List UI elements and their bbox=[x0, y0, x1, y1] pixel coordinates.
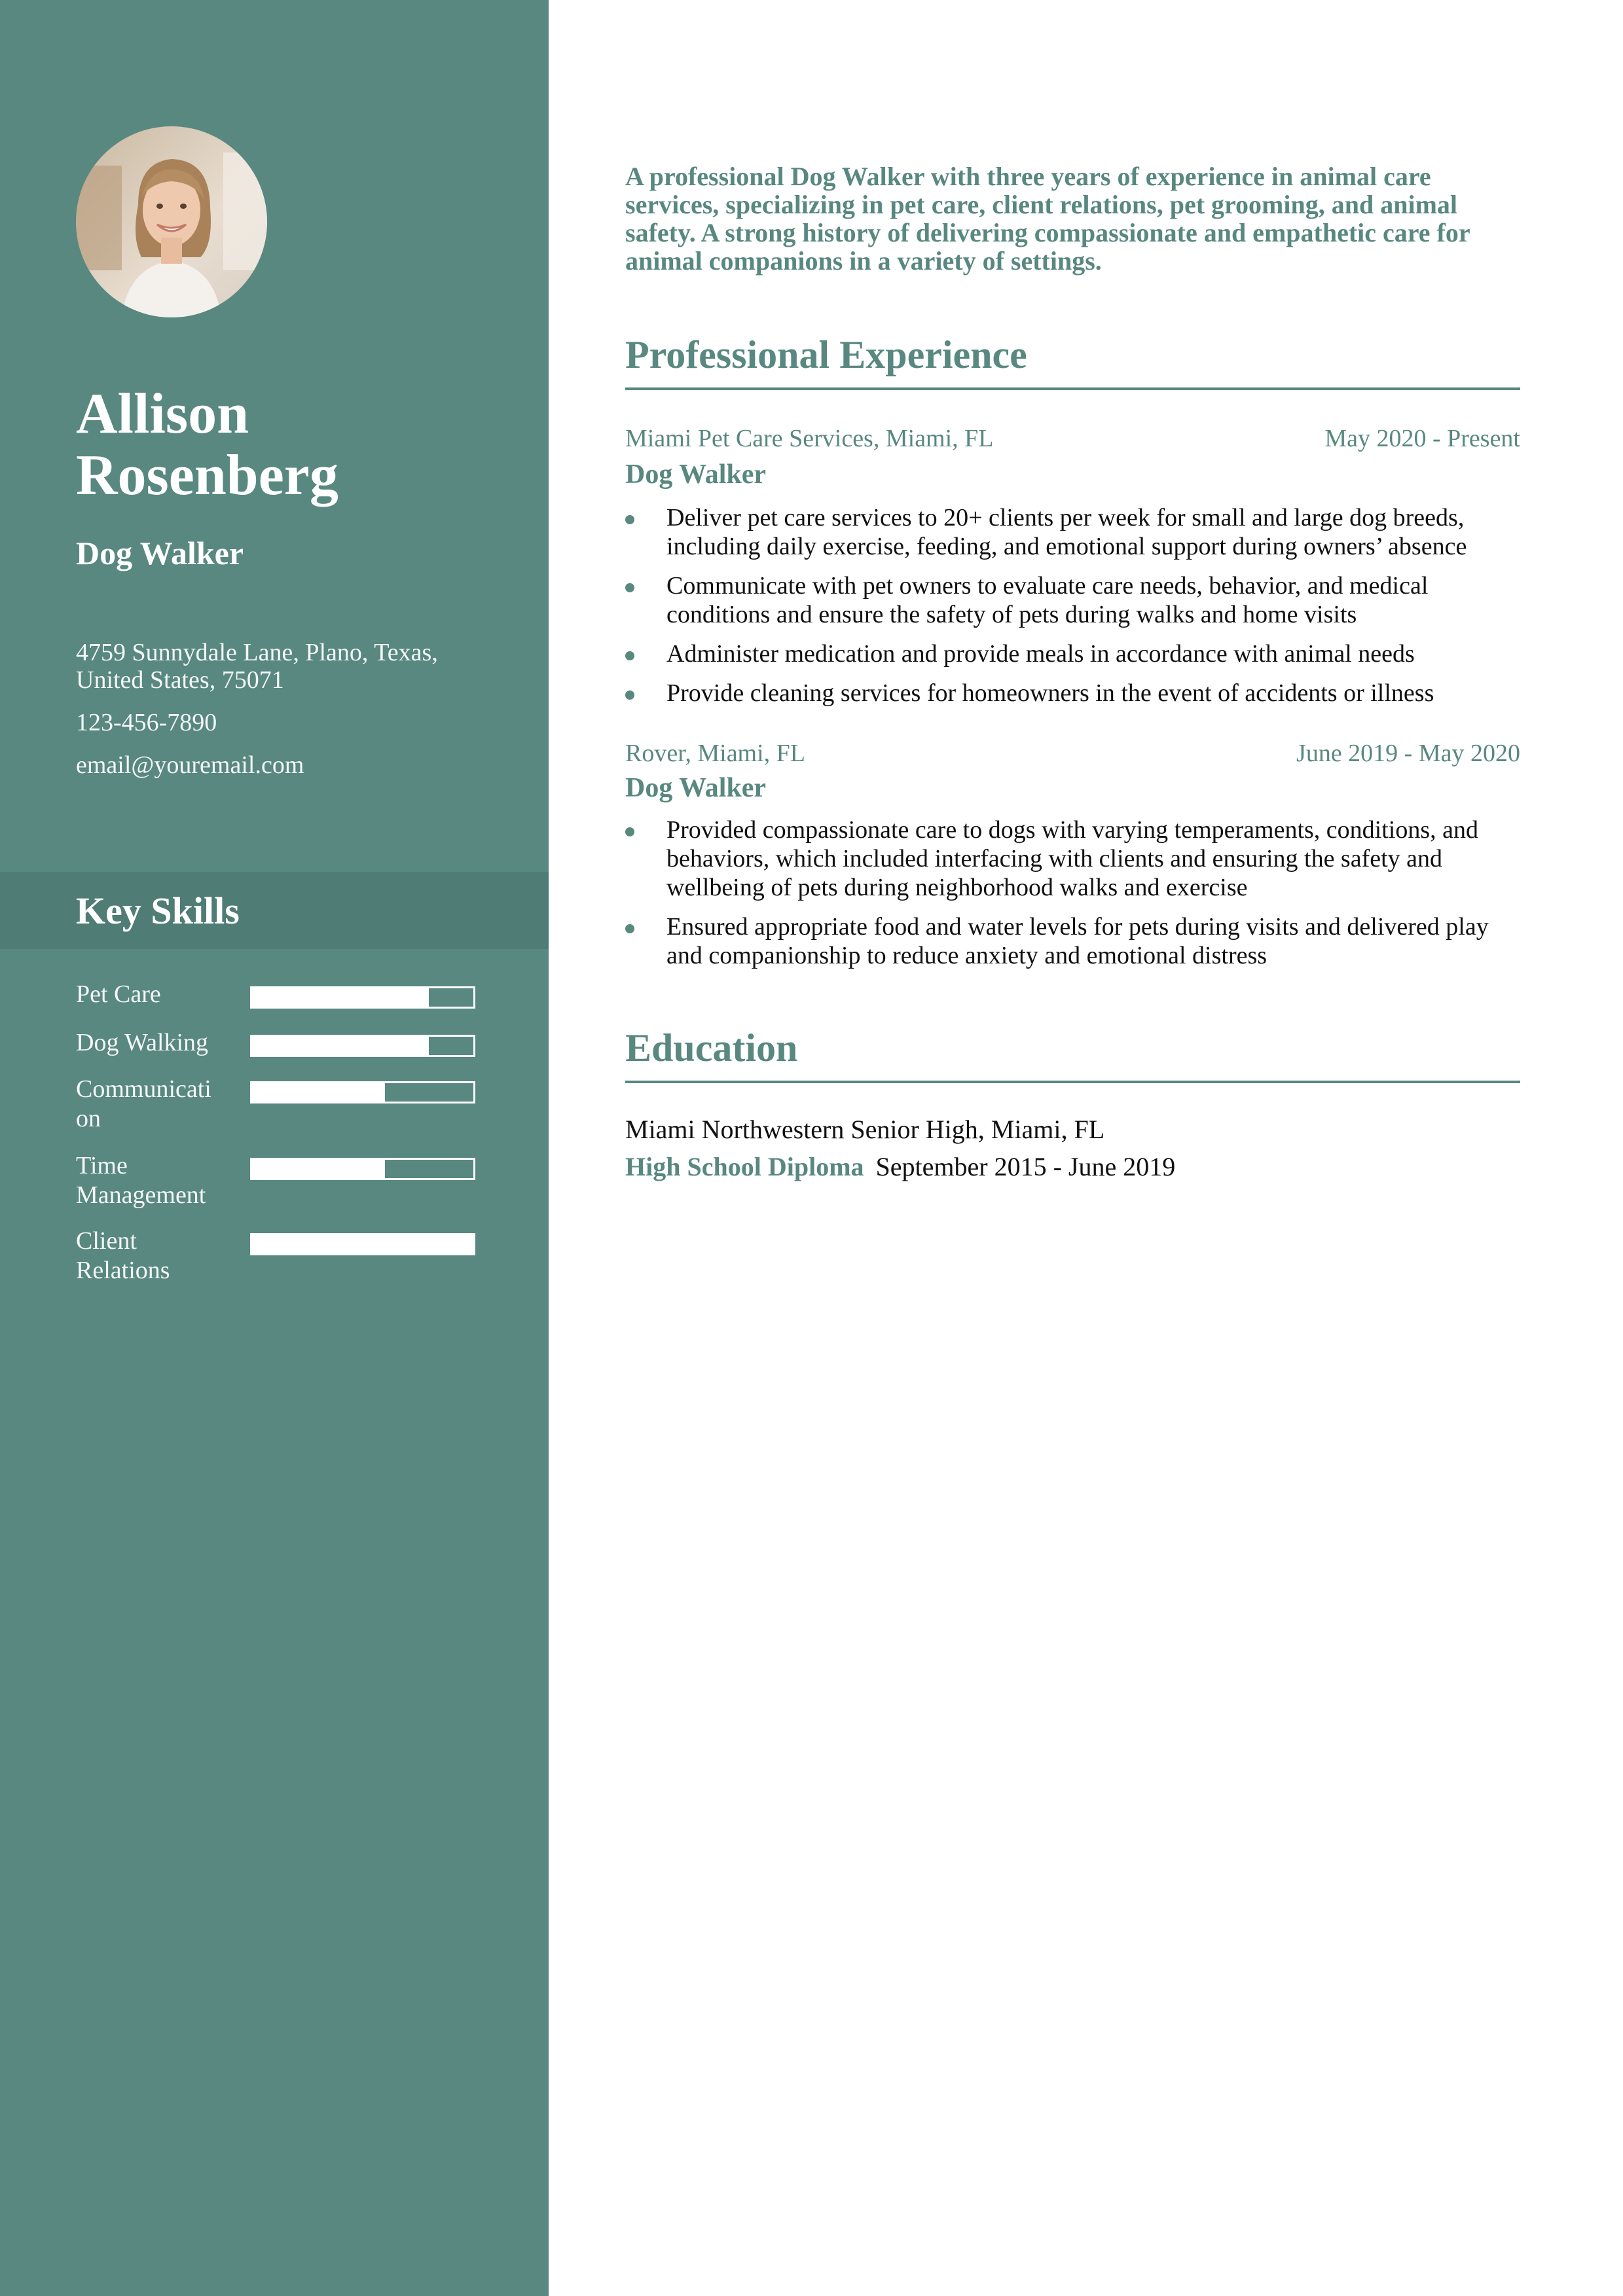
skill-bar bbox=[250, 986, 475, 1009]
education-dates: September 2015 - June 2019 bbox=[875, 1152, 1176, 1181]
job-header bbox=[625, 423, 1520, 454]
skill-label: Dog Walking bbox=[76, 1029, 209, 1056]
candidate-title: Dog Walker bbox=[76, 535, 244, 571]
skill-label: Pet Care bbox=[76, 980, 161, 1008]
contact-phone: 123-456-7890 bbox=[76, 709, 217, 736]
job-company: Rover, Miami, FL bbox=[625, 740, 806, 767]
education-school: Miami Northwestern Senior High, Miami, FL bbox=[625, 1115, 1105, 1144]
skill-bar-fill bbox=[252, 988, 429, 1007]
first-name: Allison bbox=[76, 382, 249, 446]
education-degree: High School Diploma bbox=[625, 1152, 864, 1181]
education-heading: Education bbox=[625, 1022, 1520, 1083]
skill-bar bbox=[250, 1081, 475, 1103]
contact-email: email@youremail.com bbox=[76, 751, 304, 779]
job-bullet: Deliver pet care services to 20+ clients per week for small and large dog breeds, including daily exercise, feeding, and emotional support during owners’ absence bbox=[625, 503, 1520, 561]
education-line bbox=[625, 1151, 1175, 1183]
job-bullet: Ensured appropriate food and water levels for pets during visits and delivered play and companionship to reduce anxiety and emotional distress bbox=[625, 912, 1520, 970]
skill-bar-fill bbox=[252, 1235, 473, 1253]
job-bullets bbox=[625, 816, 1520, 980]
skill-bar bbox=[250, 1233, 475, 1255]
job-dates: May 2020 - Present bbox=[1324, 425, 1520, 452]
skills-heading: Key Skills bbox=[76, 889, 240, 932]
skill-bar-fill bbox=[252, 1160, 385, 1178]
job-header bbox=[625, 738, 1520, 769]
skill-label: Client Relations bbox=[76, 1227, 170, 1284]
job-bullet: Provide cleaning services for homeowners in the event of accidents or illness bbox=[625, 679, 1520, 708]
skill-bar bbox=[250, 1158, 475, 1180]
job-bullet: Administer medication and provide meals in accordance with animal needs bbox=[625, 639, 1520, 668]
job-bullet: Communicate with pet owners to evaluate care needs, behavior, and medical conditions and ensure the safety of pets during walks and home visits bbox=[625, 571, 1520, 629]
job-role: Dog Walker bbox=[625, 773, 767, 803]
skill-bar bbox=[250, 1035, 475, 1057]
job-role: Dog Walker bbox=[625, 459, 767, 490]
profile-photo bbox=[76, 126, 267, 317]
contact-address: 4759 Sunnydale Lane, Plano, Texas, United States, 75071 bbox=[76, 639, 438, 694]
skill-bar-fill bbox=[252, 1083, 385, 1102]
job-dates: June 2019 - May 2020 bbox=[1296, 740, 1520, 767]
last-name: Rosenberg bbox=[76, 444, 338, 507]
skill-label: Time Management bbox=[76, 1152, 206, 1209]
professional-summary: A professional Dog Walker with three years of experience in animal care services, specializing in pet care, client relations, pet grooming, and animal safety. A strong history of delivering compassionate and empathetic care for animal companions in a variety of settings. bbox=[625, 162, 1470, 276]
skill-label: Communication bbox=[76, 1075, 211, 1132]
profile-photo-illustration bbox=[76, 126, 267, 317]
experience-heading: Professional Experience bbox=[625, 329, 1520, 390]
job-bullet: Provided compassionate care to dogs with varying temperaments, conditions, and behaviors, which included interfacing with clients and ensuring the safety and wellbeing of pets during neighborhood walks and exercise bbox=[625, 816, 1520, 902]
sidebar bbox=[0, 0, 549, 2296]
candidate-name bbox=[76, 384, 521, 507]
job-company: Miami Pet Care Services, Miami, FL bbox=[625, 425, 994, 452]
job-bullets bbox=[625, 503, 1520, 718]
skill-bar-fill bbox=[252, 1037, 429, 1055]
